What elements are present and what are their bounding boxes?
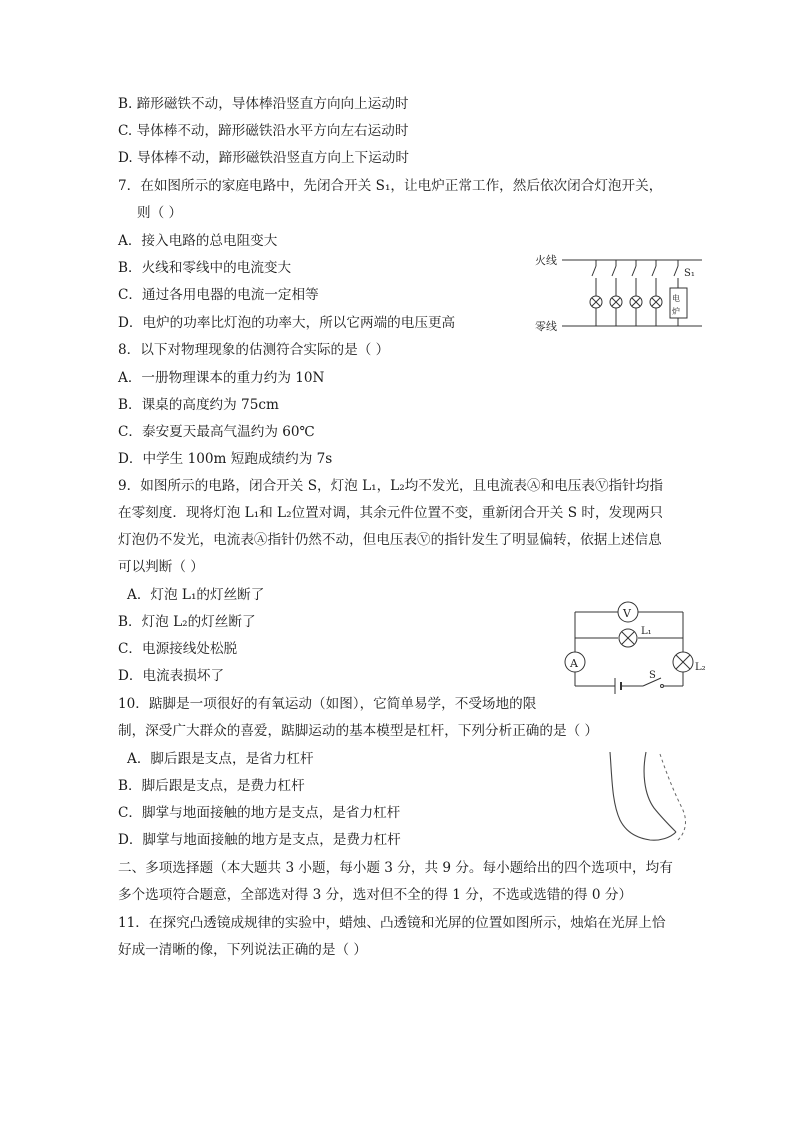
heater-label: 电 (672, 294, 680, 303)
voltmeter-label: V (623, 607, 631, 620)
q7-stem-line1: 7．在如图所示的家庭电路中，先闭合开关 S₁，让电炉正常工作，然后依次闭合灯泡开关， (118, 178, 663, 194)
q10-option-c: C．脚掌与地面接触的地方是支点，是省力杠杆 (118, 805, 401, 821)
q10-stem-line2: 制，深受广大群众的喜爱，踮脚运动的基本模型是杠杆，下列分析正确的是（ ） (118, 723, 599, 739)
q8-option-b: B．课桌的高度约为 75cm (118, 397, 279, 413)
q7-option-a: A．接入电路的总电阻变大 (118, 233, 278, 249)
q9-stem-line3: 灯泡仍不发光，电流表Ⓐ指针仍然不动，但电压表Ⓥ的指针发生了明显偏转，依据上述信息 (118, 532, 662, 548)
lamp-l2-label: L₂ (695, 662, 706, 673)
q9-option-c: C．电源接线处松脱 (118, 641, 238, 657)
lamp-l1-label: L₁ (641, 626, 652, 637)
section2-heading-line1: 二、多项选择题（本大题共 3 小题，每小题 3 分，共 9 分。每小题给出的四个选项中，均有 (118, 860, 673, 876)
heater-label-2: 炉 (672, 307, 680, 316)
q11-stem-line2: 好成一清晰的像，下列说法正确的是（ ） (118, 942, 368, 958)
neutral-wire-label: 零线 (535, 320, 557, 333)
q9-stem-line4: 可以判断（ ） (118, 559, 204, 575)
q8-stem: 8．以下对物理现象的估测符合实际的是（ ） (118, 342, 390, 358)
q10-option-a: A．脚后跟是支点，是省力杠杆 (127, 751, 314, 767)
tiptoe-foot-figure (590, 748, 702, 848)
live-wire-label: 火线 (535, 254, 557, 267)
foot-back-outline (644, 752, 676, 832)
switch-label: S (649, 670, 656, 681)
q9-option-b: B．灯泡 L₂的灯丝断了 (118, 614, 256, 630)
q7-option-b: B．火线和零线中的电流变大 (118, 260, 292, 276)
q10-option-d: D．脚掌与地面接触的地方是支点，是费力杠杆 (118, 832, 401, 848)
q6-option-b: B. 蹄形磁铁不动，导体棒沿竖直方向向上运动时 (118, 96, 409, 112)
section2-heading-line2: 多个选项符合题意，全部选对得 3 分，选对但不全的得 1 分，不选或选错的得 0 分） (118, 887, 633, 903)
switch-s1-label: S₁ (684, 268, 695, 279)
q9-option-d: D．电流表损坏了 (118, 668, 225, 684)
q7-stem-line2: 则（ ） (137, 205, 183, 221)
q10-stem-line1: 10．踮脚是一项很好的有氧运动（如图），它简单易学，不受场地的限 (118, 696, 537, 712)
q8-option-d: D．中学生 100m 短跑成绩约为 7s (118, 451, 333, 467)
household-circuit-figure (532, 248, 707, 338)
q9-stem-line2: 在零刻度．现将灯泡 L₁和 L₂位置对调，其余元件位置不变，重新闭合开关 S 时，发现两只 (118, 505, 663, 521)
q7-option-c: C．通过各用电器的电流一定相等 (118, 287, 319, 303)
q9-stem-line1: 9．如图所示的电路，闭合开关 S，灯泡 L₁，L₂均不发光，且电流表Ⓐ和电压表Ⓥ指针均指 (118, 478, 663, 494)
foot-dashed-outline (660, 754, 685, 840)
q8-option-a: A．一册物理课本的重力约为 10N (118, 370, 325, 386)
q7-option-d: D．电炉的功率比灯泡的功率大，所以它两端的电压更高 (118, 315, 456, 331)
q6-option-c: C. 导体棒不动，蹄形磁铁沿水平方向左右运动时 (118, 123, 409, 139)
ammeter-label: A (570, 657, 578, 670)
series-circuit-figure (563, 598, 713, 696)
lamp-branches (590, 260, 687, 326)
foot-front-outline (610, 752, 676, 840)
q11-stem-line1: 11．在探究凸透镜成规律的实验中，蜡烛、凸透镜和光屏的位置如图所示，烛焰在光屏上恰 (118, 915, 666, 931)
q6-option-d: D. 导体棒不动，蹄形磁铁沿竖直方向上下运动时 (118, 150, 409, 166)
q9-option-a: A．灯泡 L₁的灯丝断了 (127, 587, 265, 603)
q10-option-b: B．脚后跟是支点，是费力杠杆 (118, 778, 305, 794)
q8-option-c: C．泰安夏天最高气温约为 60℃ (118, 424, 315, 440)
